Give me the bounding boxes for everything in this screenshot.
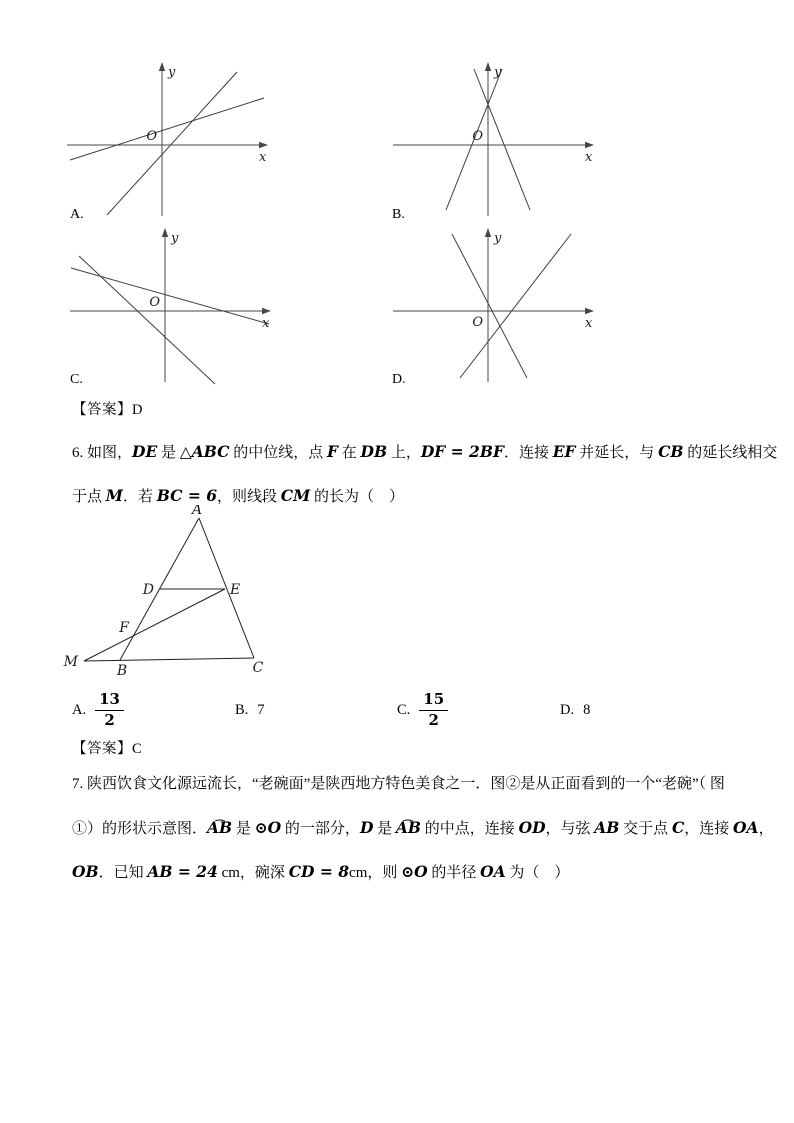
vertex-label-m: M bbox=[63, 654, 78, 670]
x-axis-arrow-icon bbox=[585, 308, 594, 314]
vertex-label-e: E bbox=[230, 582, 241, 598]
x-axis-arrow-icon bbox=[259, 142, 268, 148]
graph-choice-label-b: B. bbox=[392, 207, 405, 222]
y-axis-arrow-icon bbox=[159, 62, 165, 71]
text-segment: 的延长线相交 bbox=[683, 445, 778, 461]
math-segment: CB bbox=[658, 442, 684, 461]
x-axis-arrow-icon bbox=[585, 142, 594, 148]
text-segment: ．连接 bbox=[503, 445, 553, 461]
math-segment: F bbox=[326, 442, 338, 461]
text-segment: 上， bbox=[387, 445, 421, 461]
coordinate-plane-c bbox=[65, 226, 275, 386]
text-segment: 于点 bbox=[72, 489, 106, 505]
y-axis-arrow-icon bbox=[485, 228, 491, 237]
y-axis-arrow-icon bbox=[162, 228, 168, 237]
coordinate-plane-c-svg bbox=[65, 226, 275, 386]
option-c-label: C. bbox=[397, 701, 411, 718]
text-segment: 的长为（ ） bbox=[310, 489, 405, 505]
math-segment: M bbox=[105, 486, 123, 505]
vertex-label-c: C bbox=[252, 660, 264, 676]
coordinate-plane-a bbox=[62, 60, 272, 220]
math-segment: △ABC bbox=[179, 442, 230, 461]
segment-mc bbox=[84, 658, 254, 661]
vertex-label-a: A bbox=[191, 505, 203, 518]
text-segment: ．若 bbox=[122, 489, 157, 505]
answer-q6: 【答案】C bbox=[72, 741, 143, 757]
question-6-line-1 bbox=[72, 430, 778, 474]
x-axis-arrow-icon bbox=[262, 308, 271, 314]
question-7-line-2 bbox=[72, 806, 774, 850]
math-segment: OA bbox=[733, 818, 759, 837]
math-segment: DF = 2BF bbox=[420, 442, 504, 461]
text-segment: 是 bbox=[232, 821, 255, 837]
fraction-numerator: 13 bbox=[95, 691, 124, 710]
function-line-2 bbox=[79, 256, 215, 384]
segment-em bbox=[84, 589, 225, 661]
text-segment: ，则线段 bbox=[217, 489, 281, 505]
coordinate-plane-d bbox=[388, 226, 598, 386]
graph-choice-label-d: D. bbox=[392, 372, 406, 387]
text-segment: 6. 如图， bbox=[72, 445, 133, 461]
origin-label: O bbox=[472, 129, 483, 144]
math-segment: OA bbox=[480, 862, 506, 881]
math-segment: DB bbox=[360, 442, 388, 461]
triangle-figure bbox=[58, 505, 358, 686]
text-segment: 在 bbox=[338, 445, 361, 461]
question-7-line-3 bbox=[72, 850, 737, 894]
text-segment: ．已知 bbox=[98, 865, 148, 881]
origin-label: O bbox=[149, 295, 160, 310]
text-segment: cm，则 bbox=[349, 865, 402, 881]
math-segment: ⊙O bbox=[254, 818, 282, 837]
graph-choice-label-c: C. bbox=[70, 372, 83, 387]
text-segment: 的半径 bbox=[427, 865, 481, 881]
math-segment: ⊙O bbox=[401, 862, 428, 881]
side-ac bbox=[199, 518, 254, 658]
fraction-denominator: 2 bbox=[104, 710, 115, 729]
text-segment: 是 bbox=[373, 821, 396, 837]
math-segment: OD bbox=[518, 818, 546, 837]
y-axis-arrow-icon bbox=[485, 62, 491, 71]
option-a bbox=[72, 688, 124, 732]
triangle-figure-svg bbox=[58, 505, 358, 681]
math-segment: OB bbox=[72, 862, 99, 881]
graph-choice-label-a: A. bbox=[70, 207, 84, 222]
math-segment: C bbox=[671, 818, 685, 837]
vertex-label-b: B bbox=[116, 663, 128, 679]
origin-label: O bbox=[146, 129, 157, 144]
text-segment: 的中点，连接 bbox=[421, 821, 519, 837]
text-segment: 是 bbox=[157, 445, 180, 461]
origin-label: O bbox=[472, 315, 483, 330]
fraction-denominator: 2 bbox=[428, 710, 439, 729]
q6-options-row bbox=[72, 688, 732, 732]
function-line-2 bbox=[70, 98, 264, 160]
x-axis-label: x bbox=[585, 150, 593, 165]
option-b-label: B. bbox=[235, 701, 249, 718]
text-segment: 交于点 bbox=[619, 821, 672, 837]
text-segment: 为（ ） bbox=[505, 865, 570, 881]
text-segment: ①）的形状示意图． bbox=[72, 821, 208, 837]
vertex-label-f: F bbox=[119, 620, 129, 636]
math-segment: ⌢ AB bbox=[207, 806, 232, 850]
text-segment: ， bbox=[758, 821, 774, 837]
option-b-value: 7 bbox=[257, 701, 265, 718]
option-d bbox=[560, 688, 590, 732]
text-segment: 7. 陕西饮食文化源远流长，“老碗面”是陕西地方特色美食之一．图②是从正面看到的一个“老碗”（ 图 bbox=[72, 776, 725, 792]
option-d-value: 8 bbox=[583, 701, 591, 718]
question-7 bbox=[72, 762, 774, 894]
text-segment: cm，碗深 bbox=[217, 865, 289, 881]
math-segment: BC = 6 bbox=[156, 486, 217, 505]
x-axis-label: x bbox=[585, 316, 593, 331]
text-segment: ，连接 bbox=[684, 821, 734, 837]
y-axis-label: y bbox=[171, 231, 179, 246]
math-segment: DE bbox=[132, 442, 158, 461]
coordinate-plane-b bbox=[388, 60, 598, 220]
text-segment: 的中位线，点 bbox=[229, 445, 327, 461]
y-axis-label: y bbox=[494, 65, 502, 80]
answer-q5: 【答案】D bbox=[72, 402, 143, 418]
option-c-fraction bbox=[419, 691, 448, 729]
function-line-1 bbox=[107, 72, 237, 215]
x-axis-label: x bbox=[259, 150, 267, 165]
coordinate-plane-b-svg bbox=[388, 60, 598, 220]
option-a-fraction bbox=[95, 691, 124, 729]
text-segment: ，与弦 bbox=[545, 821, 595, 837]
math-segment: CD = 8 bbox=[288, 862, 350, 881]
option-b bbox=[235, 688, 265, 732]
coordinate-plane-d-svg bbox=[388, 226, 598, 386]
option-c bbox=[397, 688, 448, 732]
math-segment: EF bbox=[552, 442, 576, 461]
text-segment: 的一部分， bbox=[281, 821, 360, 837]
y-axis-label: y bbox=[168, 65, 176, 80]
math-segment: D bbox=[359, 818, 374, 837]
text-segment: 并延长，与 bbox=[575, 445, 659, 461]
math-segment: ⌢ AB bbox=[396, 806, 421, 850]
y-axis-label: y bbox=[494, 231, 502, 246]
option-a-label: A. bbox=[72, 701, 87, 718]
math-segment: CM bbox=[280, 486, 311, 505]
math-segment: AB = 24 bbox=[147, 862, 218, 881]
fraction-numerator: 15 bbox=[419, 691, 448, 710]
option-d-label: D. bbox=[560, 701, 575, 718]
coordinate-plane-a-svg bbox=[62, 60, 272, 220]
math-segment: AB bbox=[594, 818, 620, 837]
x-axis-label: x bbox=[262, 316, 270, 331]
vertex-label-d: D bbox=[142, 582, 154, 598]
